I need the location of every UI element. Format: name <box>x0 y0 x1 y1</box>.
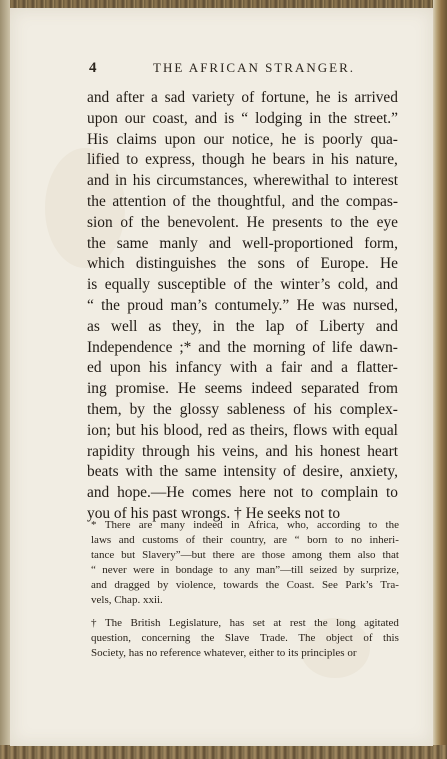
text-line: His claims upon our notice, he is poorly qua- <box>87 130 398 148</box>
text-line: rapidity through his veins, and his honest heart <box>87 442 398 460</box>
book-page <box>10 8 433 746</box>
footnote-line: question, concerning the Slave Trade. The object of this <box>91 632 399 644</box>
left-page-shadow <box>0 0 10 759</box>
book-title: THE AFRICAN STRANGER. <box>153 60 355 75</box>
text-line: ed upon his infancy with a fair and a flatter- <box>87 359 398 377</box>
footnote-line: tance but Slavery”—but there are those among them also that <box>91 549 399 561</box>
footnote <box>91 616 402 661</box>
text-line: ion; but his blood, red as theirs, flows with equal <box>87 421 398 439</box>
text-line: and in his circumstances, wherewithal to interest <box>87 172 398 190</box>
text-line: is equally susceptible of the winter’s cold, and <box>87 276 398 294</box>
footnote-line: Society, has no reference whatever, either to its principles or <box>91 647 357 659</box>
footnotes-section <box>91 518 402 669</box>
page-number: 4 <box>89 60 97 76</box>
text-line: as well as they, in the lap of Liberty and <box>87 317 398 335</box>
footnote-line: and dragged by violence, towards the Coast. See Park’s Tra- <box>91 579 399 591</box>
running-header <box>89 60 394 78</box>
text-line: beats with the same intensity of desire, anxiety, <box>87 463 398 481</box>
footnote-line: “ never were in bondage to any man”—till seized by surprize, <box>91 564 399 576</box>
text-line: which distinguishes the sons of Europe. He <box>87 255 398 273</box>
text-line: them, by the glossy sableness of his complex- <box>87 400 398 418</box>
footnote-line: vels, Chap. xxii. <box>91 594 163 606</box>
text-line: “ the proud man’s contumely.” He was nursed, <box>87 296 398 314</box>
text-line: the same manly and well-proportioned form, <box>87 234 398 252</box>
text-line: you of his past wrongs. † He seeks not to <box>87 504 341 522</box>
main-text-block <box>87 88 402 525</box>
text-line: lified to express, though he bears in his nature, <box>87 151 398 169</box>
text-line: and after a sad variety of fortune, he is arrived <box>87 89 398 106</box>
footnote-line: † The British Legislature, has set at rest the long agitated <box>91 617 399 629</box>
text-line: upon our coast, and is “ lodging in the street.” <box>87 109 398 127</box>
text-line: the attention of the thoughtful, and the compas- <box>87 192 398 210</box>
book-binding-edge <box>433 0 447 759</box>
text-line: and hope.—He comes here not to complain to <box>87 484 398 502</box>
footnote-line: * There are many indeed in Africa, who, according to the <box>91 519 399 531</box>
text-line: Independence ;* and the morning of life dawn- <box>87 338 398 356</box>
footnote-line: laws and customs of their country, are “ born to no inheri- <box>91 534 399 546</box>
text-line: sion of the benevolent. He presents to the eye <box>87 213 398 231</box>
text-line: ing promise. He seems indeed separated from <box>87 380 398 398</box>
footnote <box>91 518 402 608</box>
bottom-page-edges <box>0 745 447 759</box>
